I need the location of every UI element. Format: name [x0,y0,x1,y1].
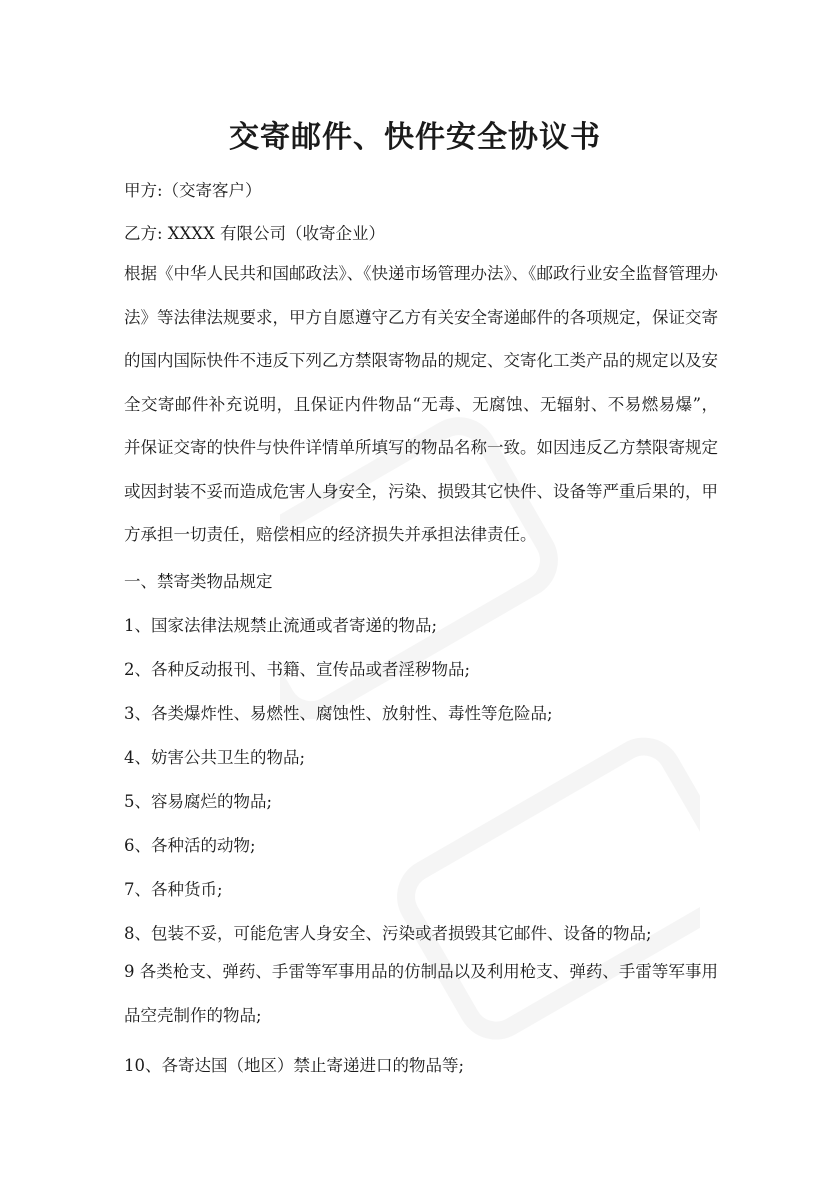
list-item: 4、妨害公共卫生的物品; [124,748,306,767]
list-item: 1、国家法律法规禁止流通或者寄递的物品; [124,616,438,635]
intro-paragraph: 根据《中华人民共和国邮政法》、《快递市场管理办法》、《邮政行业安全监督管理办法》等法律法规要求，甲方自愿遵守乙方有关安全寄递邮件的各项规定，保证交寄的国内国际快件不违反下列乙方禁限寄物品的规定、交寄化工类产品的规定以及安全交寄邮件补充说明，且保证内件物品“无毒、无腐蚀、无辐射、不易燃易爆”，并保证交寄的快件与快件详情单所填写的物品名称一致。如因违反乙方禁限寄规定或因封装不妥而造成危害人身安全，污染、损毁其它快件、设备等严重后果的，甲方承担一切责任，赔偿相应的经济损失并承担法律责任。 [124,264,718,544]
list-item: 7、各种货币; [124,880,223,899]
list-item: 3、各类爆炸性、易燃性、腐蚀性、放射性、毒性等危险品; [124,704,553,723]
list-item: 9 各类枪支、弹药、手雷等军事用品的仿制品以及利用枪支、弹药、手雷等军事用品空壳制作的物品; [124,962,718,1025]
list-item: 8、包装不妥，可能危害人身安全、污染或者损毁其它邮件、设备的物品; [124,924,652,943]
section-heading: 一、禁寄类物品规定 [124,572,273,591]
party-a-line: 甲方:（交寄客户） [124,181,262,200]
list-item: 10、各寄达国（地区）禁止寄递进口的物品等; [124,1056,465,1075]
list-item: 6、各种活的动物; [124,836,256,855]
party-b-line: 乙方: XXXX 有限公司（收寄企业） [124,224,386,243]
document-title: 交寄邮件、快件安全协议书 [229,120,601,155]
list-item: 2、各种反动报刊、书籍、宣传品或者淫秽物品; [124,660,471,679]
list-item: 5、容易腐烂的物品; [124,792,273,811]
